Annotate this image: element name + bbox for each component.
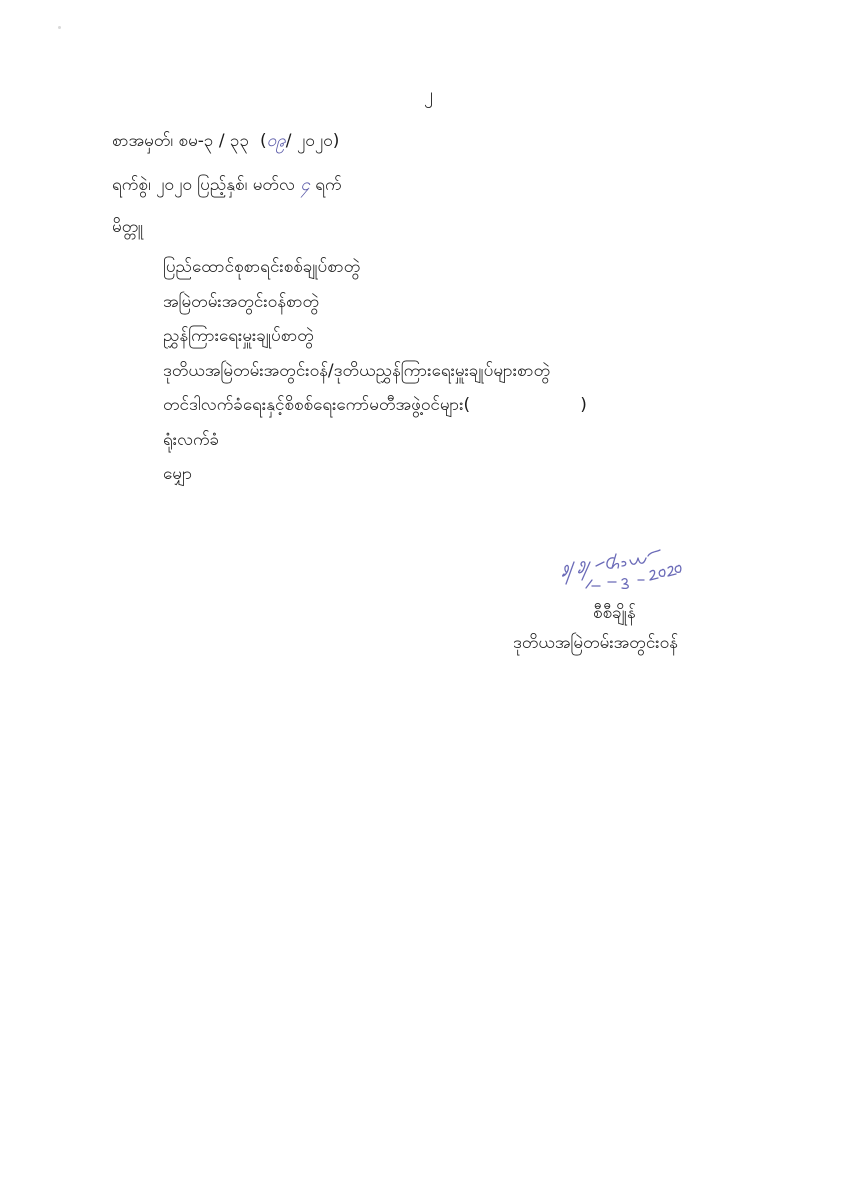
reference-suffix: / ၂၀၂၀) [285,131,340,151]
recipient-label: ညွှန်ကြားရေးမှူးချုပ်စာတွဲ [163,326,314,346]
recipient-item [163,463,587,498]
recipient-label: တင်ဒါလက်ခံရေးနှင့်စိစစ်ရေးကော်မတီအဖွဲ့ဝင်များ( [163,395,471,415]
recipient-item [163,256,587,291]
scan-speck [58,26,61,29]
recipient-label: အမြဲတမ်းအတွင်းဝန်စာတွဲ [163,291,320,312]
signer-title: ဒုတိယအမြဲတမ်းအတွင်းဝန် [513,633,678,653]
copy-to-label: မိတ္တူ [112,217,144,237]
recipient-item [163,291,587,326]
handwritten-signature [552,532,682,596]
recipient-close-paren: ) [580,395,587,415]
recipient-list [163,256,587,498]
date-line [112,174,342,196]
recipient-label: မျှော [163,464,193,484]
reference-handwritten-number: ၀၉ [266,131,286,151]
recipient-label: ပြည်ထောင်စုစာရင်းစစ်ချုပ်စာတွဲ [163,257,361,277]
recipient-label: ရုံးလက်ခံ [163,429,220,450]
page-number: ၂ [424,84,433,105]
reference-number-line: စာအမှတ်၊ စမ-၃ / ၃၃ (၀၉/ ၂၀၂၀) [112,131,340,151]
reference-prefix: စာအမှတ်၊ စမ-၃ / ၃၃ [112,131,250,151]
date-prefix: ရက်စွဲ၊ ၂၀၂၀ ပြည့်နှစ်၊ မတ်လ [112,175,295,195]
date-suffix: ရက် [315,175,342,195]
signer-name: စီစီချိုန် [593,603,636,623]
recipient-item [163,394,587,429]
recipient-item [163,325,587,360]
recipient-item [163,429,587,464]
date-handwritten-day: ၄ [300,175,310,195]
recipient-label: ဒုတိယအမြဲတမ်းအတွင်းဝန်/ဒုတိယညွှန်ကြားရေးမှူးချုပ်များစာတွဲ [163,360,551,381]
recipient-item [163,360,587,395]
